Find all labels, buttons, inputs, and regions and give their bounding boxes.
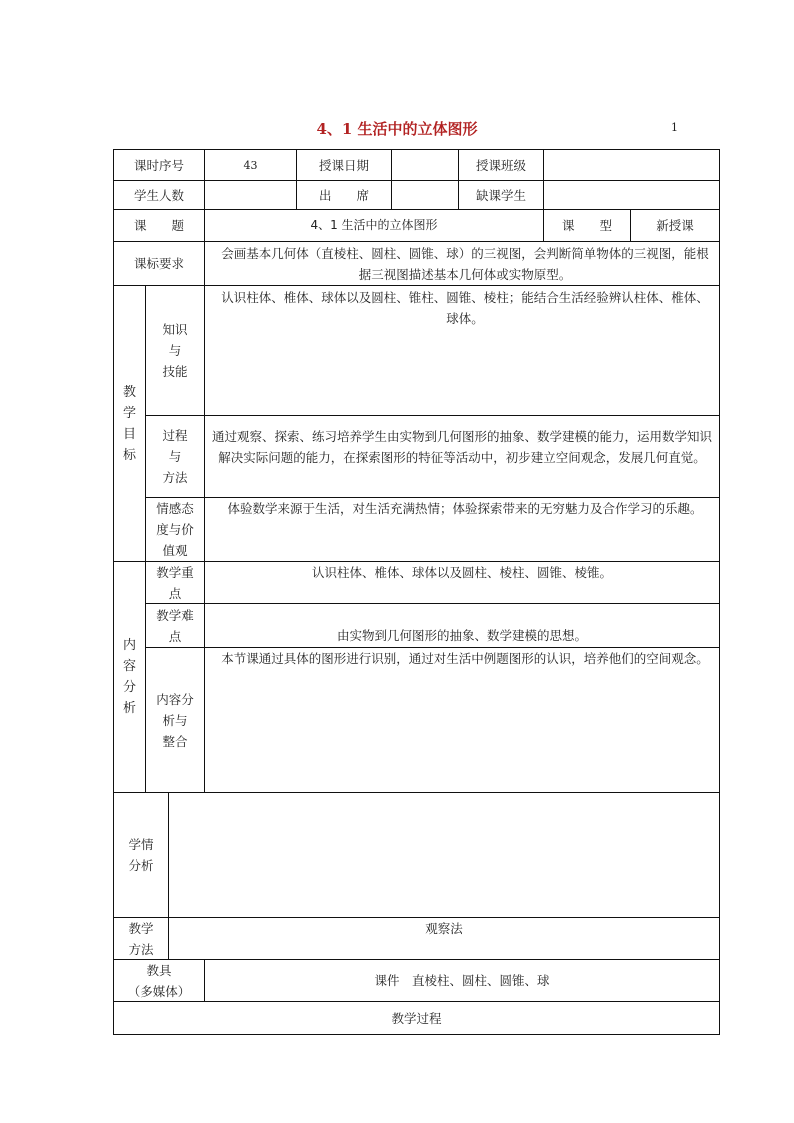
emotion-value: 体验数学来源于生活，对生活充满热情；体验探索带来的无穷魅力及合作学习的乐趣。	[227, 501, 703, 516]
lesson-date-value	[392, 150, 458, 180]
lesson-class-label: 授课班级	[475, 157, 526, 173]
method-label: 教学 方法	[128, 920, 154, 957]
page-number: 1	[671, 121, 678, 134]
lesson-no-value: 43	[243, 158, 258, 172]
learning-value	[169, 793, 719, 917]
process-value: 通过观察、探索、练习培养学生由实物到几何图形的抽象、数学建模的能力，运用数学知识解决实际问题的能力，在探索图形的特征等活动中，初步建立空间观念，发展几何直觉。	[212, 429, 713, 465]
key-point-label: 教学重 点	[156, 564, 194, 601]
procedure-label: 教学过程	[391, 1010, 442, 1026]
attendance-label: 出 席	[318, 187, 369, 203]
students-label: 学生人数	[133, 187, 184, 203]
standard-label: 课标要求	[133, 256, 184, 271]
knowledge-label: 知识 与 技能	[162, 322, 188, 379]
topic-value: 4、1 生活中的立体图形	[310, 218, 438, 232]
lesson-type-label: 课 型	[561, 218, 612, 233]
learning-label: 学情 分析	[128, 837, 154, 873]
page-title: 4、1 生活中的立体图形	[316, 120, 478, 138]
difficulty-label: 教学难 点	[156, 607, 194, 644]
emotion-label: 情感态 度与价 值观	[156, 501, 194, 558]
integration-label: 内容分 析与 整合	[156, 691, 194, 749]
content-label: 内容分析	[122, 638, 136, 716]
lesson-type-value: 新授课	[656, 218, 694, 233]
key-point-value: 认识柱体、椎体、球体以及圆柱、棱柱、圆锥、棱锥。	[311, 565, 612, 580]
knowledge-value: 认识柱体、椎体、球体以及圆柱、锥柱、圆锥、棱柱；能结合生活经验辨认柱体、椎体、球体。	[221, 290, 709, 326]
process-label: 过程 与 方法	[162, 428, 188, 485]
standard-value: 会画基本几何体（直棱柱、圆柱、圆锥、球）的三视图，会判断简单物体的三视图，能根据三视图描述基本几何体或实物原型。	[221, 246, 709, 282]
method-value: 观察法	[425, 921, 463, 936]
topic-label: 课 题	[133, 218, 184, 233]
difficulty-value: 由实物到几何图形的抽象、数学建模的思想。	[336, 627, 587, 643]
absent-label: 缺课学生	[475, 187, 526, 203]
goals-label: 教学目标	[122, 384, 136, 463]
lesson-date-label: 授课日期	[318, 157, 369, 173]
tools-value: 课件 直棱柱、圆柱、圆锥、球	[374, 973, 550, 988]
lesson-no-label: 课时序号	[133, 157, 184, 173]
integration-value: 本节课通过具体的图形进行识别，通过对生活中例题图形的认识，培养他们的空间观念。	[221, 651, 709, 666]
tools-label: 教具 （多媒体）	[127, 962, 191, 999]
